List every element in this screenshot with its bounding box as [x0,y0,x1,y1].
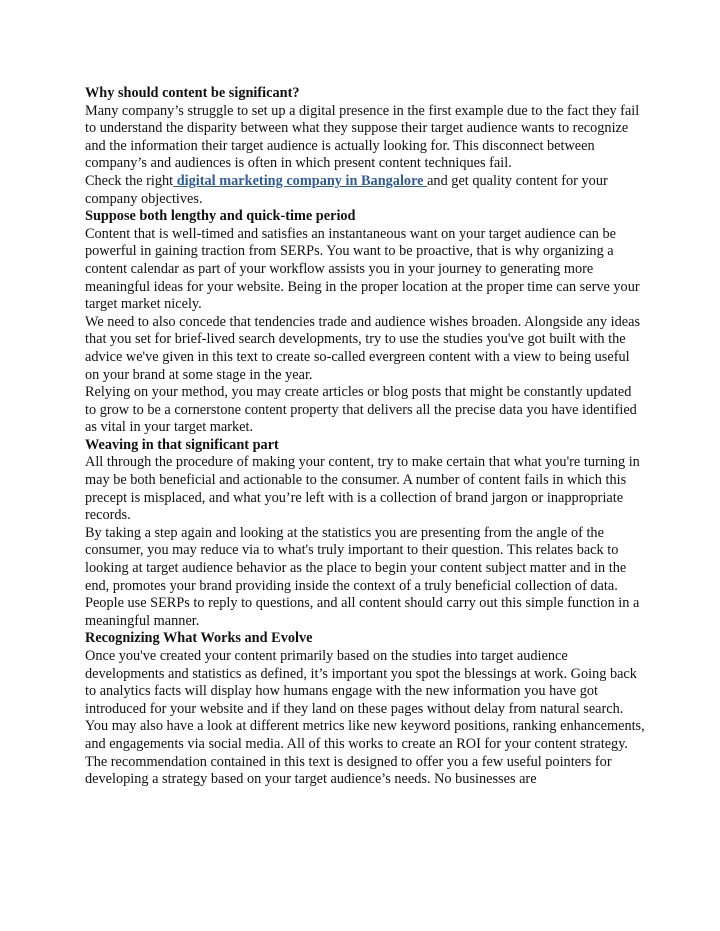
paragraph: By taking a step again and looking at the statistics you are presenting from the angle of the consumer, you may reduce via to what's truly important to their question. This relates back to looking at target audience behavior as the place to begin your content subject matter and in the end, promotes your brand providing inside the context of a truly beneficial collection of data. People use SERPs to reply to questions, and all content should carry out this simple function in a meaningful manner. [85,524,640,629]
paragraph: Content that is well-timed and satisfies an instantaneous want on your target audience can be powerful in gaining traction from SERPs. You want to be proactive, that is why organizing a content calendar as part of your workflow assists you in your journey to generating more meaningful ideas for your website. Being in the proper location at the proper time can serve your target market nicely. [85,225,640,313]
heading-weaving-significant-part: Weaving in that significant part [85,436,279,453]
link-paragraph [85,173,645,208]
digital-marketing-company-link[interactable]: digital marketing company in Bangalore [173,172,428,189]
paragraph: The recommendation contained in this text is designed to offer you a few useful pointers for developing a strategy based on your target audience’s needs. No businesses are [85,753,612,788]
link-lead-text: Check the right [85,172,174,189]
document-body [85,85,645,789]
paragraph: We need to also concede that tendencies trade and audience wishes broaden. Alongside any ideas that you set for brief-lived search developments, try to use the studies you've got built with the advice we've given in this text to create so-called evergreen content with a view to being useful on your brand at some stage in the year. [85,313,641,383]
link-trailing-text: and get quality content for your company objectives. [85,172,608,207]
paragraph: Once you've created your content primarily based on the studies into target audience developments and statistics as defined, it’s important you spot the blessings at work. Going back to analytics facts will display how humans engage with the new information you have got introduced for your website and if they land on these pages without delay from natural search. You may also have a look at different metrics like new keyword positions, ranking enhancements, and engagements via social media. All of this works to create an ROI for your content strategy. [85,648,645,752]
heading-lengthy-and-quick: Suppose both lengthy and quick-time period [85,208,356,225]
paragraph: Many company’s struggle to set up a digital presence in the first example due to the fact they fail to understand the disparity between what they suppose their target audience wants to recognize and the information their target audience is actually looking for. This disconnect between company’s and audiences is often in which present content techniques fail. [85,102,640,172]
paragraph: Relying on your method, you may create articles or blog posts that might be constantly updated to grow to be a cornerstone content property that delivers all the precise data you have identified as vital in your target market. [85,384,637,436]
heading-why-content-significant: Why should content be significant? [85,85,300,101]
heading-recognizing-what-works: Recognizing What Works and Evolve [85,630,313,647]
paragraph: All through the procedure of making your content, try to make certain that what you're turning in may be both beneficial and actionable to the consumer. A number of content fails in which this precept is misplaced, and what you’re left with is a collection of brand jargon or inappropriate records. [85,454,640,524]
